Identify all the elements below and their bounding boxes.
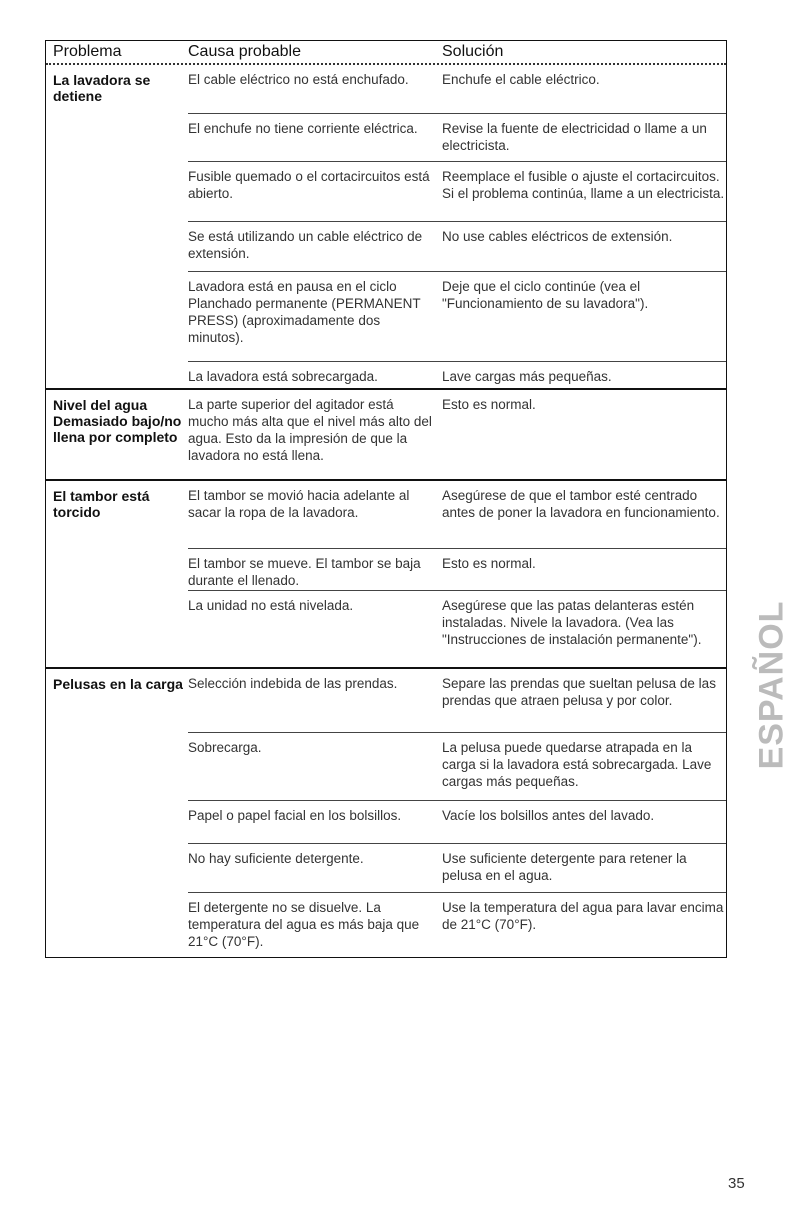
table-row xyxy=(188,481,726,549)
cause-text: El cable eléctrico no está enchufado. xyxy=(188,72,409,87)
table-row xyxy=(188,65,726,114)
table-row xyxy=(188,893,726,959)
cause-text: El detergente no se disuelve. La temperatura del agua es más baja que 21°C (70°F). xyxy=(188,900,420,949)
solution-text: Asegúrese de que el tambor esté centrado antes de poner la lavadora en funcionamiento. xyxy=(442,488,720,520)
cause-text: La parte superior del agitador está mucho más alta que el nivel más alto del agua. Esto da la impresión de que la lavadora no está llena. xyxy=(188,397,432,463)
table-row xyxy=(188,272,726,362)
troubleshooting-table xyxy=(45,40,727,958)
header-problem: Problema xyxy=(53,43,122,60)
table-row xyxy=(188,844,726,893)
solution-text: Use suficiente detergente para retener la pelusa en el agua. xyxy=(442,851,687,883)
solution-text: Reemplace el fusible o ajuste el cortacircuitos. Si el problema continúa, llame a un electricista. xyxy=(442,169,725,201)
solution-text: Vacíe los bolsillos antes del lavado. xyxy=(442,808,655,823)
cause-text: Papel o papel facial en los bolsillos. xyxy=(188,808,402,823)
table-row xyxy=(188,222,726,272)
table-row xyxy=(188,362,726,388)
cause-text: No hay suficiente detergente. xyxy=(188,851,364,866)
solution-text: Revise la fuente de electricidad o llame a un electricista. xyxy=(442,121,707,153)
solution-text: Enchufe el cable eléctrico. xyxy=(442,72,600,87)
cause-text: El tambor se movió hacia adelante al sacar la ropa de la lavadora. xyxy=(188,488,410,520)
problem-title: Pelusas en la carga xyxy=(53,676,183,692)
cause-text: La unidad no está nivelada. xyxy=(188,598,354,613)
table-row xyxy=(188,390,726,479)
cause-text: Sobrecarga. xyxy=(188,740,262,755)
problem-title: La lavadora se detiene xyxy=(53,72,151,104)
table-row xyxy=(188,162,726,222)
cause-text: El tambor se mueve. El tambor se baja durante el llenado. xyxy=(188,556,421,588)
cause-text: Lavadora está en pausa en el ciclo Planchado permanente (PERMANENT PRESS) (aproximadamente dos minutos). xyxy=(188,279,421,345)
cause-text: El enchufe no tiene corriente eléctrica. xyxy=(188,121,418,136)
solution-text: Asegúrese que las patas delanteras estén instaladas. Nivele la lavadora. (Vea las "Instrucciones de instalación permanente"). xyxy=(442,598,702,647)
problem-group xyxy=(46,390,726,481)
solution-text: No use cables eléctricos de extensión. xyxy=(442,229,673,244)
header-cause: Causa probable xyxy=(188,43,301,60)
solution-text: La pelusa puede quedarse atrapada en la carga si la lavadora está sobrecargada. Lave cargas más pequeñas. xyxy=(442,740,712,789)
solution-text: Esto es normal. xyxy=(442,556,536,571)
solution-text: Separe las prendas que sueltan pelusa de las prendas que atraen pelusa y por color. xyxy=(442,676,716,708)
table-header xyxy=(46,41,726,65)
table-row xyxy=(188,733,726,801)
page-number: 35 xyxy=(728,1175,745,1192)
problem-group xyxy=(46,65,726,390)
problem-title: El tambor está torcido xyxy=(53,488,150,520)
table-row xyxy=(188,549,726,591)
problem-group xyxy=(46,669,726,959)
solution-text: Deje que el ciclo continúe (vea el "Funcionamiento de su lavadora"). xyxy=(442,279,649,311)
table-row xyxy=(188,591,726,667)
language-side-tab xyxy=(752,585,792,785)
problem-title: Nivel del agua Demasiado bajo/no llena por completo xyxy=(53,397,182,445)
solution-text: Lave cargas más pequeñas. xyxy=(442,369,612,384)
cause-text: Fusible quemado o el cortacircuitos está abierto. xyxy=(188,169,430,201)
table-row xyxy=(188,669,726,733)
problem-group xyxy=(46,481,726,669)
cause-text: Se está utilizando un cable eléctrico de extensión. xyxy=(188,229,423,261)
header-solution: Solución xyxy=(442,43,504,60)
solution-text: Use la temperatura del agua para lavar encima de 21°C (70°F). xyxy=(442,900,724,932)
cause-text: Selección indebida de las prendas. xyxy=(188,676,398,691)
table-row xyxy=(188,801,726,844)
cause-text: La lavadora está sobrecargada. xyxy=(188,369,378,384)
solution-text: Esto es normal. xyxy=(442,397,536,412)
side-tab-label: ESPAÑOL xyxy=(752,600,791,770)
table-row xyxy=(188,114,726,162)
